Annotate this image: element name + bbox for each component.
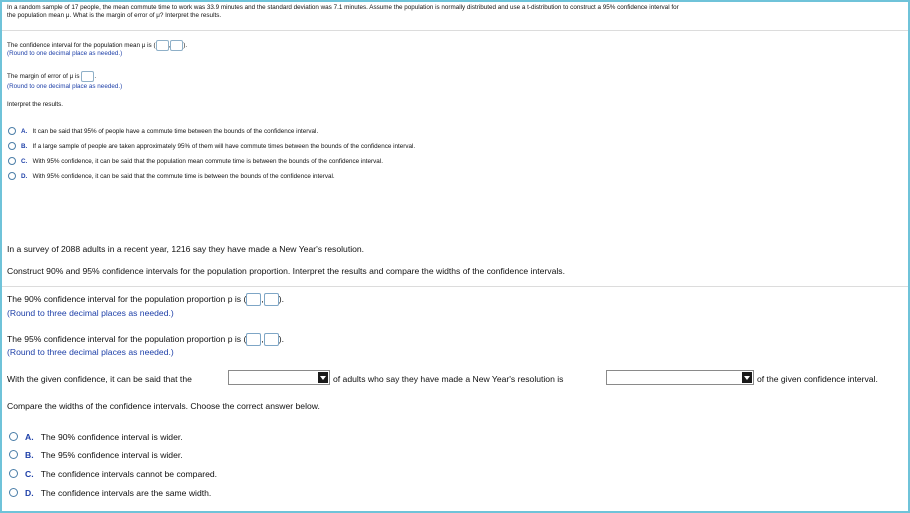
moe-input[interactable] <box>81 71 97 82</box>
option-c-row[interactable] <box>21 158 383 165</box>
chevron-down-icon[interactable] <box>318 372 328 383</box>
ci-lower-input[interactable] <box>156 40 169 51</box>
ci-close: ). <box>183 42 188 50</box>
option-a-row[interactable] <box>25 432 183 442</box>
ci95-close: ). <box>278 333 284 344</box>
ci-prompt: The confidence interval for the population mean μ is ( <box>7 42 156 50</box>
ci90-prompt: The 90% confidence interval for the population proportion p is ( <box>7 293 247 304</box>
option-d-text: The confidence intervals are the same width. <box>40 488 212 498</box>
option-b-row[interactable] <box>21 143 415 150</box>
ci95-round-note: (Round to three decimal places as needed.) <box>7 347 174 357</box>
radio-option-a[interactable] <box>9 432 18 441</box>
divider <box>2 30 908 31</box>
radio-option-d[interactable] <box>9 488 18 497</box>
radio-option-a[interactable] <box>8 127 16 135</box>
option-d-letter: D. <box>21 173 28 180</box>
ci90-upper-input[interactable] <box>264 293 279 306</box>
ci90-row <box>7 293 284 306</box>
chevron-down-icon[interactable] <box>742 372 752 383</box>
ci95-lower-input[interactable] <box>246 333 264 346</box>
option-a-text: It can be said that 95% of people have a commute time between the bounds of the confidence interval. <box>32 128 319 135</box>
radio-option-c[interactable] <box>8 157 16 165</box>
option-b-letter: B. <box>25 450 34 460</box>
compare-text: Compare the widths of the confidence intervals. Choose the correct answer below. <box>7 401 320 411</box>
ci90-round-note: (Round to three decimal places as needed.) <box>7 308 174 318</box>
option-b-text: If a large sample of people are taken approximately 95% of them will have commute times between the bounds of the confidence interval. <box>32 143 416 150</box>
ci90-comma: , <box>261 293 264 304</box>
given-mid-text: of adults who say they have made a New Year's resolution is <box>333 374 564 384</box>
option-a-letter: A. <box>25 432 34 442</box>
ci90-close: ). <box>278 293 284 304</box>
option-c-letter: C. <box>25 469 34 479</box>
option-a-letter: A. <box>21 128 28 135</box>
ci-upper-input[interactable] <box>170 40 183 51</box>
moe-prompt-row <box>7 71 96 82</box>
option-c-text: With 95% confidence, it can be said that the population mean commute time is between the bounds of the confidence interval. <box>32 158 383 165</box>
option-c-letter: C. <box>21 158 28 165</box>
divider <box>2 286 908 287</box>
option-b-text: The 95% confidence interval is wider. <box>40 450 183 460</box>
construct-text: Construct 90% and 95% confidence intervals for the population proportion. Interpret the results and compare the widths of the confidence intervals. <box>7 266 565 276</box>
given-start-text: With the given confidence, it can be said that the <box>7 374 192 384</box>
location-dropdown[interactable] <box>606 370 754 385</box>
option-d-row[interactable] <box>21 173 335 180</box>
moe-round-note: (Round to one decimal place as needed.) <box>7 83 123 90</box>
option-d-text: With 95% confidence, it can be said that the commute time is between the bounds of the confidence interval. <box>32 173 335 180</box>
option-d-letter: D. <box>25 488 34 498</box>
radio-option-b[interactable] <box>9 450 18 459</box>
problem1-intro-line2: the population mean μ. What is the margin of error of μ? Interpret the results. <box>7 12 222 19</box>
radio-option-c[interactable] <box>9 469 18 478</box>
ci95-row <box>7 333 284 346</box>
survey-text: In a survey of 2088 adults in a recent year, 1216 say they have made a New Year's resolution. <box>7 244 365 254</box>
option-a-row[interactable] <box>21 128 318 135</box>
ci95-prompt: The 95% confidence interval for the population proportion p is ( <box>7 333 247 344</box>
option-c-row[interactable] <box>25 469 217 479</box>
radio-option-b[interactable] <box>8 142 16 150</box>
given-end-text: of the given confidence interval. <box>757 374 878 384</box>
moe-end: . <box>94 73 97 81</box>
option-c-text: The confidence intervals cannot be compared. <box>40 469 218 479</box>
ci95-upper-input[interactable] <box>264 333 279 346</box>
moe-prompt: The margin of error of μ is <box>7 73 80 81</box>
population-parameter-dropdown[interactable] <box>228 370 330 385</box>
interpret-heading: Interpret the results. <box>7 101 63 108</box>
problem1-intro-line1: In a random sample of 17 people, the mean commute time to work was 33.9 minutes and the standard deviation was 7.1 minutes. Assume the population is normally distributed and use a t-distribution to construct a 95% confidence interval for <box>7 4 679 11</box>
ci-round-note: (Round to one decimal place as needed.) <box>7 50 123 57</box>
ci90-lower-input[interactable] <box>246 293 264 306</box>
option-b-letter: B. <box>21 143 28 150</box>
option-b-row[interactable] <box>25 450 183 460</box>
option-d-row[interactable] <box>25 488 211 498</box>
option-a-text: The 90% confidence interval is wider. <box>40 432 183 442</box>
radio-option-d[interactable] <box>8 172 16 180</box>
ci95-comma: , <box>261 333 264 344</box>
